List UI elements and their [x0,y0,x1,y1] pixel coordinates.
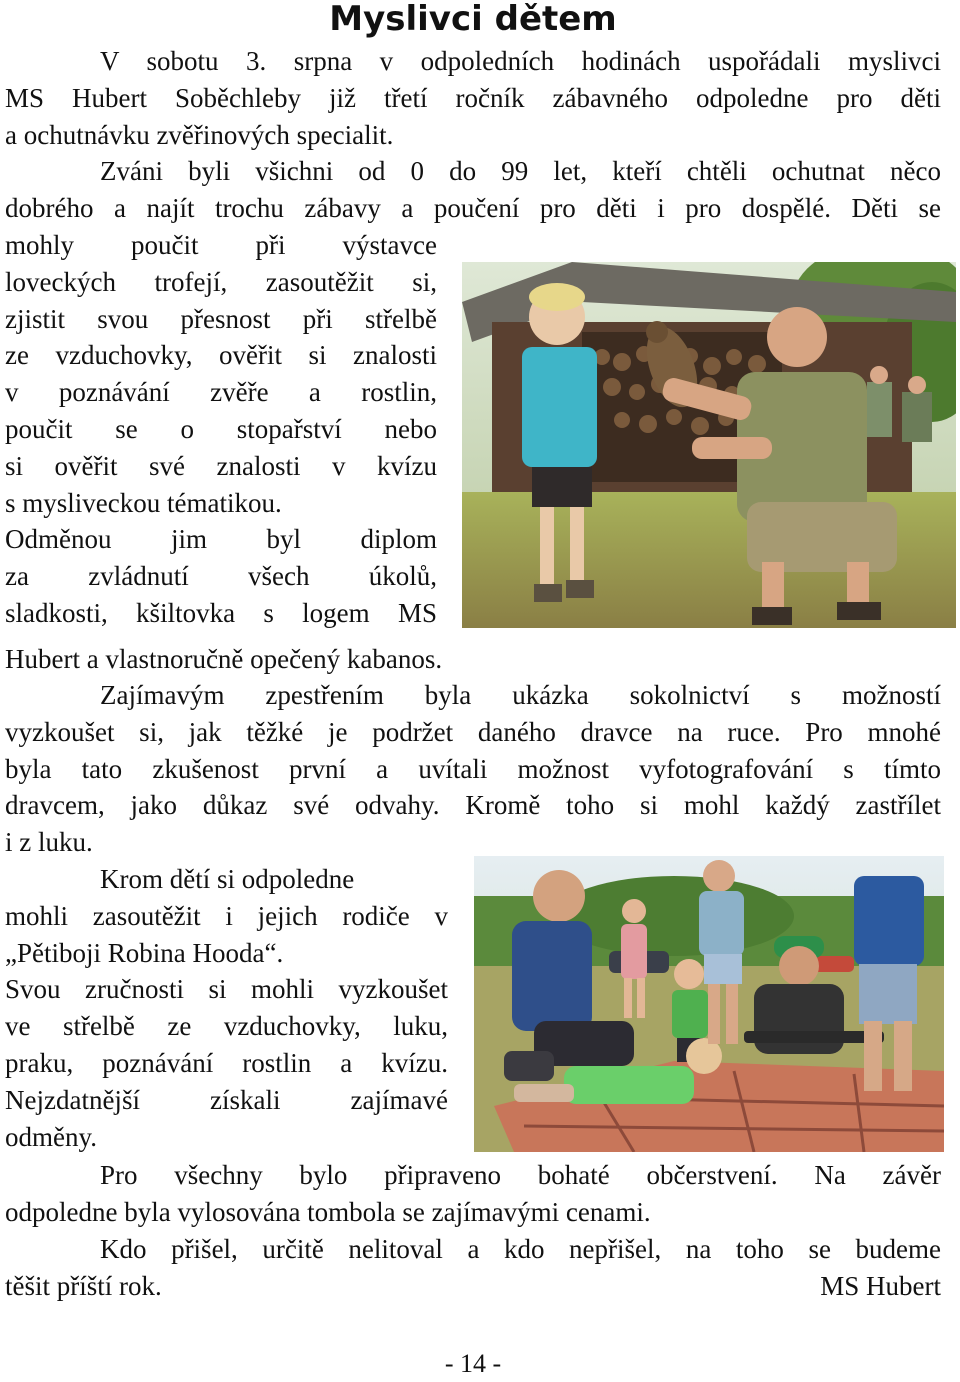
paragraph-rewards-end [5,641,941,678]
text-line: MS Hubert Soběchleby již třetí ročník zábavného odpoledne pro děti [5,82,941,113]
text-line: Hubert a vlastnoručně opečený kabanos. [5,644,443,674]
text-line: Kdo přišel, určitě nelitoval a kdo nepřišel, na toho se budeme [100,1234,941,1264]
text-line: Zváni byli všichni od 0 do 99 let, kteří chtěli ochutnat něco [100,156,941,187]
text-line: Svou zručnosti si mohli vyzkoušet [5,974,448,1005]
text-line: odpoledne byla vylosována tombola se zajímavými cenami. [5,1196,651,1227]
text-line: Zajímavým zpestřením byla ukázka sokolnictví s možností [100,680,941,710]
text-line: dobrého a najít trochu zábavy a poučení pro děti i pro dospělé. Děti se [5,193,941,224]
photo-falconry-image [462,262,956,628]
text-line: byla tato zkušenost první a uvítali možnost vyfotografování s tímto [5,753,941,784]
text-line: V sobotu 3. srpna v odpoledních hodinách uspořádali myslivci [100,46,941,76]
text-line: mohli zasoutěžit i jejich rodiče v [5,900,448,931]
paragraph-intro [5,43,941,227]
text-line: odměny. [5,1121,97,1152]
text-line: vyzkoušet si, jak těžké je podržet daného dravce na ruce. Pro mnohé [5,716,941,747]
text-line: si ověřit své znalosti v kvízu [5,450,437,481]
text-line: „Pětiboji Robina Hooda“. [5,937,284,968]
paragraph-refreshments [5,1157,941,1231]
text-line: zjistit svou přesnost při střelbě [5,303,437,334]
article-title: Myslivci dětem [329,0,617,39]
text-line: a ochutnávku zvěřinových specialit. [5,119,394,150]
paragraph-parents [5,861,448,1155]
photo-falconry [462,262,956,628]
text-line: loveckých trofejí, zasoutěžit si, [5,266,437,297]
paragraph-closing [5,1231,941,1305]
text-line: v poznávání zvěře a rostlin, [5,377,437,408]
paragraph-activities [5,227,437,632]
text-line: i z luku. [5,827,93,858]
text-line [5,1268,941,1305]
page-number: - 14 - [444,1349,502,1378]
text-line: ve střelbě ze vzduchovky, luku, [5,1011,448,1042]
text-line: poučit se o stopařství nebo [5,413,437,444]
text-line: s mysliveckou tématikou. [5,487,282,518]
text-line: za zvládnutí všech úkolů, [5,561,437,592]
closing-text: těšit příští rok. [5,1270,162,1301]
text-line: Krom dětí si odpoledne [100,864,355,894]
text-line: praku, poznávání rostlin a kvízu. [5,1047,448,1078]
text-line: ze vzduchovky, ověřit si znalosti [5,340,437,371]
text-line: Nejzdatnější získali zajímavé [5,1084,448,1115]
signature: MS Hubert [820,1270,941,1301]
photo-shooting-contest-image [474,856,944,1152]
text-line: dravcem, jako důkaz své odvahy. Kromě toho si mohl každý zastřílet [5,790,941,821]
text-line: mohly poučit při výstavce [5,230,437,260]
photo-shooting-contest [474,856,944,1152]
text-line: Pro všechny bylo připraveno bohaté občerstvení. Na závěr [100,1160,941,1190]
text-line: sladkosti, kšiltovka s logem MS [5,597,437,628]
paragraph-falconry [5,677,941,861]
text-line: Odměnou jim byl diplom [5,524,437,555]
